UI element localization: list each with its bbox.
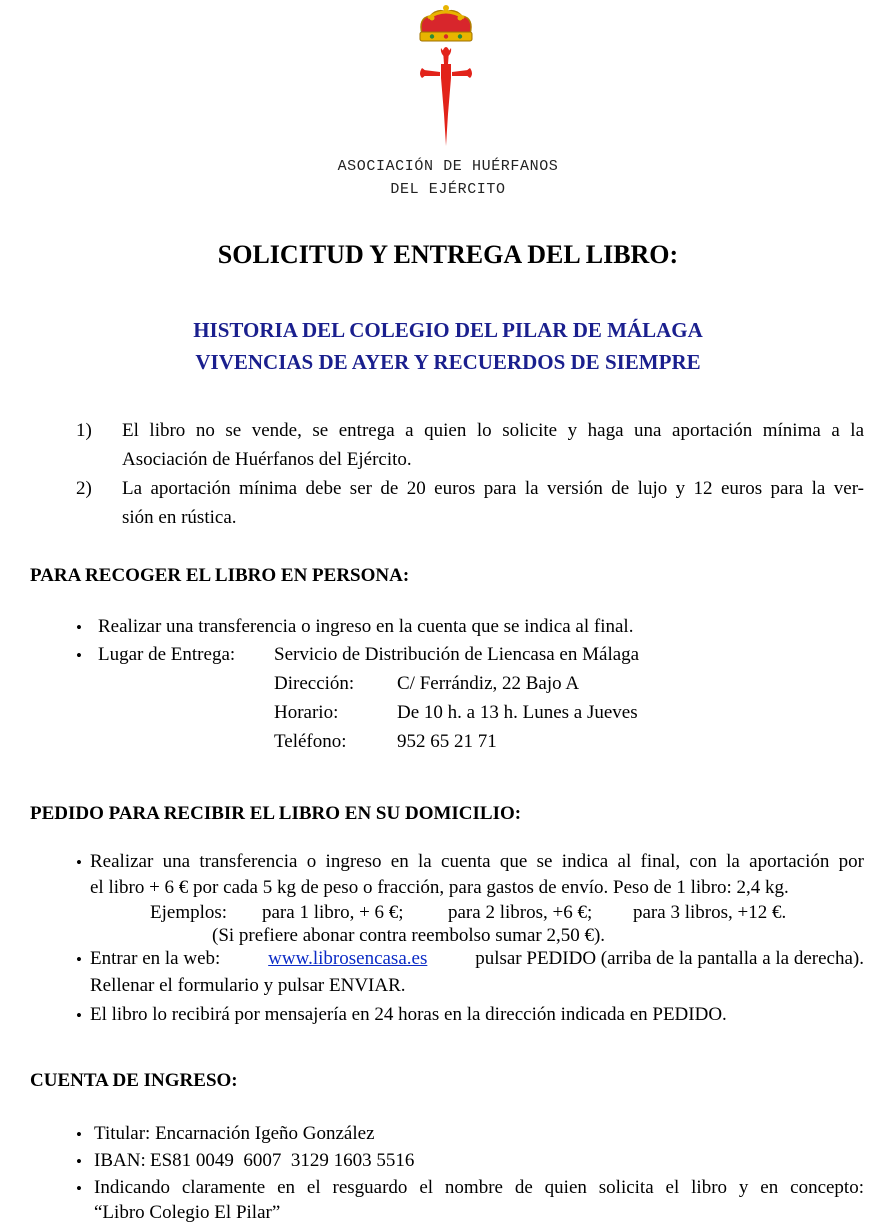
ejemplo-1: para 1 libro, + 6 €; bbox=[262, 902, 404, 923]
bullet-icon: • bbox=[76, 1152, 82, 1171]
crown-cross-emblem-icon bbox=[408, 4, 484, 150]
bullet-icon: • bbox=[76, 1006, 82, 1025]
list-item-2-line1: La aportación mínima debe ser de 20 euros para la versión de lujo y 12 euros para la ver- bbox=[122, 478, 864, 499]
book-title-line1: HISTORIA DEL COLEGIO DEL PILAR DE MÁLAGA bbox=[193, 318, 703, 342]
reembolso-note: (Si prefiere abonar contra reembolso sumar 2,50 €). bbox=[212, 925, 606, 946]
bullet-icon: • bbox=[76, 1179, 82, 1198]
web-suffix: pulsar PEDIDO (arriba de la pantalla a la derecha). bbox=[475, 948, 864, 969]
ejemplo-3: para 3 libros, +12 €. bbox=[633, 902, 787, 923]
cuenta-iban-label: IBAN: bbox=[94, 1150, 146, 1171]
section-heading-cuenta: CUENTA DE INGRESO: bbox=[30, 1070, 238, 1091]
list-item-1-line1: El libro no se vende, se entrega a quien lo solicite y haga una aportación mínima a la bbox=[122, 420, 864, 441]
section-heading-domicilio: PEDIDO PARA RECIBIR EL LIBRO EN SU DOMICILIO: bbox=[30, 803, 522, 824]
persona-lugar-label: Lugar de Entrega: bbox=[98, 644, 236, 665]
cuenta-concepto-line1: Indicando claramente en el resguardo el nombre de quien solicita el libro y en concepto: bbox=[94, 1177, 864, 1198]
persona-telefono-value: 952 65 21 71 bbox=[397, 731, 497, 752]
cuenta-titular: Titular: Encarnación Igeño González bbox=[94, 1123, 375, 1144]
persona-direccion-value: C/ Ferrándiz, 22 Bajo A bbox=[397, 673, 580, 694]
persona-item-transfer: Realizar una transferencia o ingreso en la cuenta que se indica al final. bbox=[98, 616, 634, 637]
page-title: SOLICITUD Y ENTREGA DEL LIBRO: bbox=[217, 240, 679, 269]
cuenta-concepto-line2: “Libro Colegio El Pilar” bbox=[94, 1202, 281, 1223]
persona-direccion-label: Dirección: bbox=[274, 673, 355, 694]
domicilio-item1-line1: Realizar una transferencia o ingreso en la cuenta que se indica al final, con la aportación por bbox=[90, 851, 864, 872]
domicilio-item2-line2: Rellenar el formulario y pulsar ENVIAR. bbox=[90, 975, 406, 996]
web-prefix: Entrar en la web: bbox=[90, 948, 221, 969]
bullet-icon: • bbox=[76, 950, 82, 969]
book-title-line2: VIVENCIAS DE AYER Y RECUERDOS DE SIEMPRE bbox=[195, 350, 701, 374]
list-number-2: 2) bbox=[76, 478, 92, 499]
domicilio-item3: El libro lo recibirá por mensajería en 24 horas en la dirección indicada en PEDIDO. bbox=[90, 1004, 727, 1025]
bullet-icon: • bbox=[76, 853, 82, 872]
bullet-icon: • bbox=[76, 1125, 82, 1144]
web-link[interactable]: www.librosencasa.es bbox=[268, 948, 428, 969]
section-heading-persona: PARA RECOGER EL LIBRO EN PERSONA: bbox=[30, 565, 410, 586]
organization-name-line2: DEL EJÉRCITO bbox=[390, 181, 506, 198]
list-number-1: 1) bbox=[76, 420, 92, 441]
persona-telefono-label: Teléfono: bbox=[274, 731, 347, 752]
organization-name-line1: ASOCIACIÓN DE HUÉRFANOS bbox=[337, 158, 559, 175]
persona-lugar-value: Servicio de Distribución de Liencasa en Málaga bbox=[274, 644, 640, 665]
persona-horario-value: De 10 h. a 13 h. Lunes a Jueves bbox=[397, 702, 638, 723]
list-item-2-line2: sión en rústica. bbox=[122, 507, 237, 528]
list-item-1-line2: Asociación de Huérfanos del Ejército. bbox=[122, 449, 412, 470]
domicilio-item2-line1 bbox=[90, 944, 864, 973]
ejemplos-label: Ejemplos: bbox=[150, 902, 228, 923]
domicilio-item1-line2: el libro + 6 € por cada 5 kg de peso o fracción, para gastos de envío. Peso de 1 libro: 2,4 kg. bbox=[90, 877, 789, 898]
ejemplo-2: para 2 libros, +6 €; bbox=[448, 902, 593, 923]
cuenta-iban-value: ES81 0049 6007 3129 1603 5516 bbox=[150, 1150, 415, 1171]
bullet-icon: • bbox=[76, 618, 82, 637]
bullet-icon: • bbox=[76, 646, 82, 665]
persona-horario-label: Horario: bbox=[274, 702, 339, 723]
